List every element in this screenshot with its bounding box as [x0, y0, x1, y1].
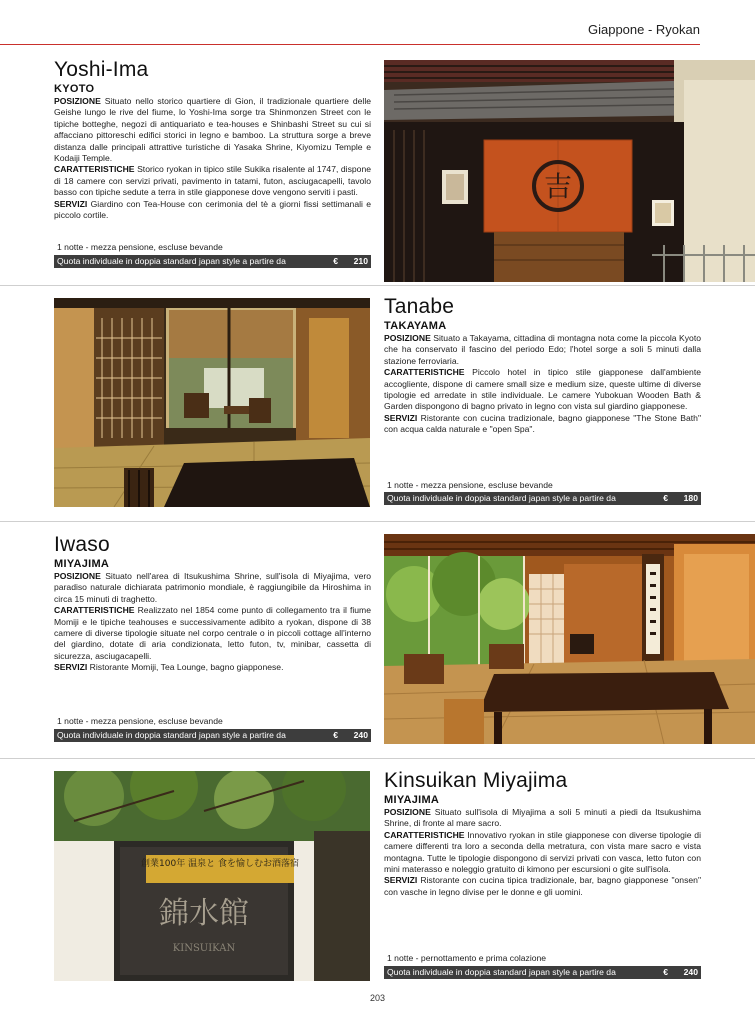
currency-symbol: € [663, 493, 668, 503]
hotel-name: Iwaso [54, 533, 110, 556]
noren-glyph: 吉 [543, 170, 573, 203]
label-posizione: POSIZIONE [54, 571, 101, 581]
caratteristiche-text: Innovativo ryokan in stile giapponese con diverse tipologie di camere differenti tra loro a seconda della metratura, con vista mare sacro e vista montagna. Tutte le tipologie dispongono di servizi privati con vasca, letto futon con mini materasso e noleggio gratuito di kimono per escursioni o gite sull'isola. [384, 829, 701, 875]
caratteristiche-text: Piccolo hotel in tipico stile giapponese dall'ambiente accogliente, dispone di camere small size e medium size, queste ultime di diverse tipologie ed arredate in stile individuale. Le camere Yubokuan Wooden Bath & Garden dispongono di bagno privato in legno con vista sul giardino giapponese. [384, 367, 702, 412]
plaque-roman-text: KINSUIKAN [172, 943, 236, 954]
hotel-city: MIYAJIMA [54, 558, 110, 570]
hotel-kinsuikan [384, 769, 701, 898]
label-posizione: POSIZIONE [54, 96, 101, 106]
plaque-name-text: 錦水館 [159, 896, 249, 931]
section-divider [0, 758, 755, 759]
hotel-caratteristiche [54, 164, 371, 198]
hotel-city: KYOTO [54, 83, 95, 95]
photo-kinsuikan-sign [54, 771, 370, 981]
hotel-caratteristiche [384, 367, 701, 413]
stay-note: 1 notte - pernottamento e prima colazione [387, 953, 547, 963]
hotel-name: Tanabe [384, 295, 455, 318]
posizione-text: Situato nello storico quartiere di Gion, il tradizionale quartiere delle Geishe lungo le rive del fiume, lo Yoshi-Ima sorge tra Shinmonzen Street con le tipiche botteghe, negozi di antiquariato e tea-houses e Shinbashi Street su cui si affacciano pittoreschi edifici storici in legno e bamboo. La struttura sorge a breve distanza dalle principali attrattive turistiche di Yasaka Shrine, Kiyomizu Temple e Kodaiji Temple. [54, 96, 372, 164]
label-caratteristiche: CARATTERISTICHE [384, 367, 465, 378]
caratteristiche-text: Realizzato nel 1854 come punto di collegamento tra il fiume Momiji e le tipiche teahouses e successivamente adibito a ryokan, dispone di 38 camere di diverse tipologie situate nel corpo centrale o in piccoli cottage all'interno del giardino, dotate di aria condizionata, letto futon, tv, minibar, cassetta di sicurezza, asciugacapelli. [54, 605, 371, 661]
page-number: 203 [369, 993, 386, 1003]
servizi-text: Ristorante Momiji, Tea Lounge, bagno giapponese. [89, 662, 284, 673]
page-section-title: Giappone - Ryokan [587, 22, 700, 37]
hotel-posizione [54, 96, 371, 164]
photo-yoshi-ima-entrance [384, 60, 755, 282]
label-posizione: POSIZIONE [384, 807, 431, 817]
section-divider [0, 285, 755, 286]
hotel-posizione [384, 333, 701, 367]
hotel-caratteristiche [54, 605, 371, 662]
price-bar [54, 255, 371, 268]
price-value: 240 [683, 967, 698, 977]
hotel-iwaso [54, 533, 371, 674]
quota-text: Quota individuale in doppia standard japan style a partire da [387, 967, 616, 977]
hotel-name: Kinsuikan Miyajima [384, 769, 568, 792]
currency-symbol: € [333, 256, 338, 266]
label-caratteristiche: CARATTERISTICHE [54, 605, 135, 616]
currency-symbol: € [333, 730, 338, 740]
price-value: 180 [683, 493, 698, 503]
label-servizi: SERVIZI [54, 662, 88, 673]
photo-iwaso-room [384, 534, 755, 744]
stay-note: 1 notte - mezza pensione, escluse bevande [57, 242, 223, 252]
photo-tanabe-room [54, 298, 370, 507]
posizione-text: Situato sull'isola di Miyajima a soli 5 minuti a piedi da Itsukushima Shrine, di fronte al mare sacro. [384, 807, 702, 829]
hotel-servizi [384, 875, 701, 898]
label-servizi: SERVIZI [384, 412, 418, 423]
currency-symbol: € [663, 967, 668, 977]
stay-note: 1 notte - mezza pensione, escluse bevande [57, 716, 223, 726]
hotel-city: MIYAJIMA [384, 794, 440, 806]
label-caratteristiche: CARATTERISTICHE [384, 829, 465, 840]
hotel-yoshi-ima [54, 58, 371, 221]
quota-text: Quota individuale in doppia standard japan style a partire da [57, 730, 286, 740]
hotel-name: Yoshi-Ima [54, 58, 149, 81]
servizi-text: Ristorante con cucina tradizionale, bagno giapponese "The Stone Bath" con acqua calda naturale e "open Spa". [384, 412, 701, 435]
servizi-text: Giardino con Tea-House con cerimonia del tè a giorni fissi settimanali e piccolo cortile. [54, 198, 372, 221]
label-caratteristiche: CARATTERISTICHE [54, 164, 135, 175]
price-value: 240 [353, 730, 368, 740]
header-rule [0, 44, 700, 45]
price-bar [384, 966, 701, 979]
stay-note: 1 notte - mezza pensione, escluse bevande [387, 480, 553, 490]
posizione-text: Situato nell'area di Itsukushima Shrine, sull'isola di Miyajima, vero paradiso naturale dichiarata patrimonio mondiale, è raggiungibile da Hiroshima in circa 15 minuti di traghetto. [54, 571, 372, 604]
price-value: 210 [353, 256, 368, 266]
quota-text: Quota individuale in doppia standard japan style a partire da [387, 493, 616, 503]
caratteristiche-text: Storico ryokan in tipico stile Sukika risalente al 1747, dispone di 18 camere con servizi privati, pavimento in tatami, futon, asciugacapelli, tavolo basso con tipiche sedute a terra in stile giapponese dove vengono serviti i pasti. [54, 164, 372, 198]
hotel-posizione [384, 807, 701, 830]
hotel-tanabe [384, 295, 701, 436]
plaque-top-text: 創業100年 温泉と 食を愉しむお酒落宿 [141, 859, 299, 869]
hotel-servizi [384, 413, 701, 436]
quota-text: Quota individuale in doppia standard japan style a partire da [57, 256, 286, 266]
label-posizione: POSIZIONE [384, 333, 431, 343]
section-divider [0, 521, 755, 522]
hotel-city: TAKAYAMA [384, 320, 447, 332]
hotel-servizi [54, 662, 371, 673]
servizi-text: Ristorante con cucina tipica tradizionale, bar, bagno giapponese "onsen" con vasche in legno divise per le donne e gli uomini. [384, 875, 701, 897]
label-servizi: SERVIZI [384, 875, 418, 886]
label-servizi: SERVIZI [54, 198, 88, 209]
hotel-posizione [54, 571, 371, 605]
price-bar [384, 492, 701, 505]
hotel-caratteristiche [384, 830, 701, 876]
hotel-servizi [54, 199, 371, 222]
price-bar [54, 729, 371, 742]
posizione-text: Situato a Takayama, cittadina di montagna nota come la piccola Kyoto che ha conservato il fascino del periodo Edo; l'hotel sorge a soli 5 minuti dalla stazione ferroviaria. [384, 333, 702, 366]
